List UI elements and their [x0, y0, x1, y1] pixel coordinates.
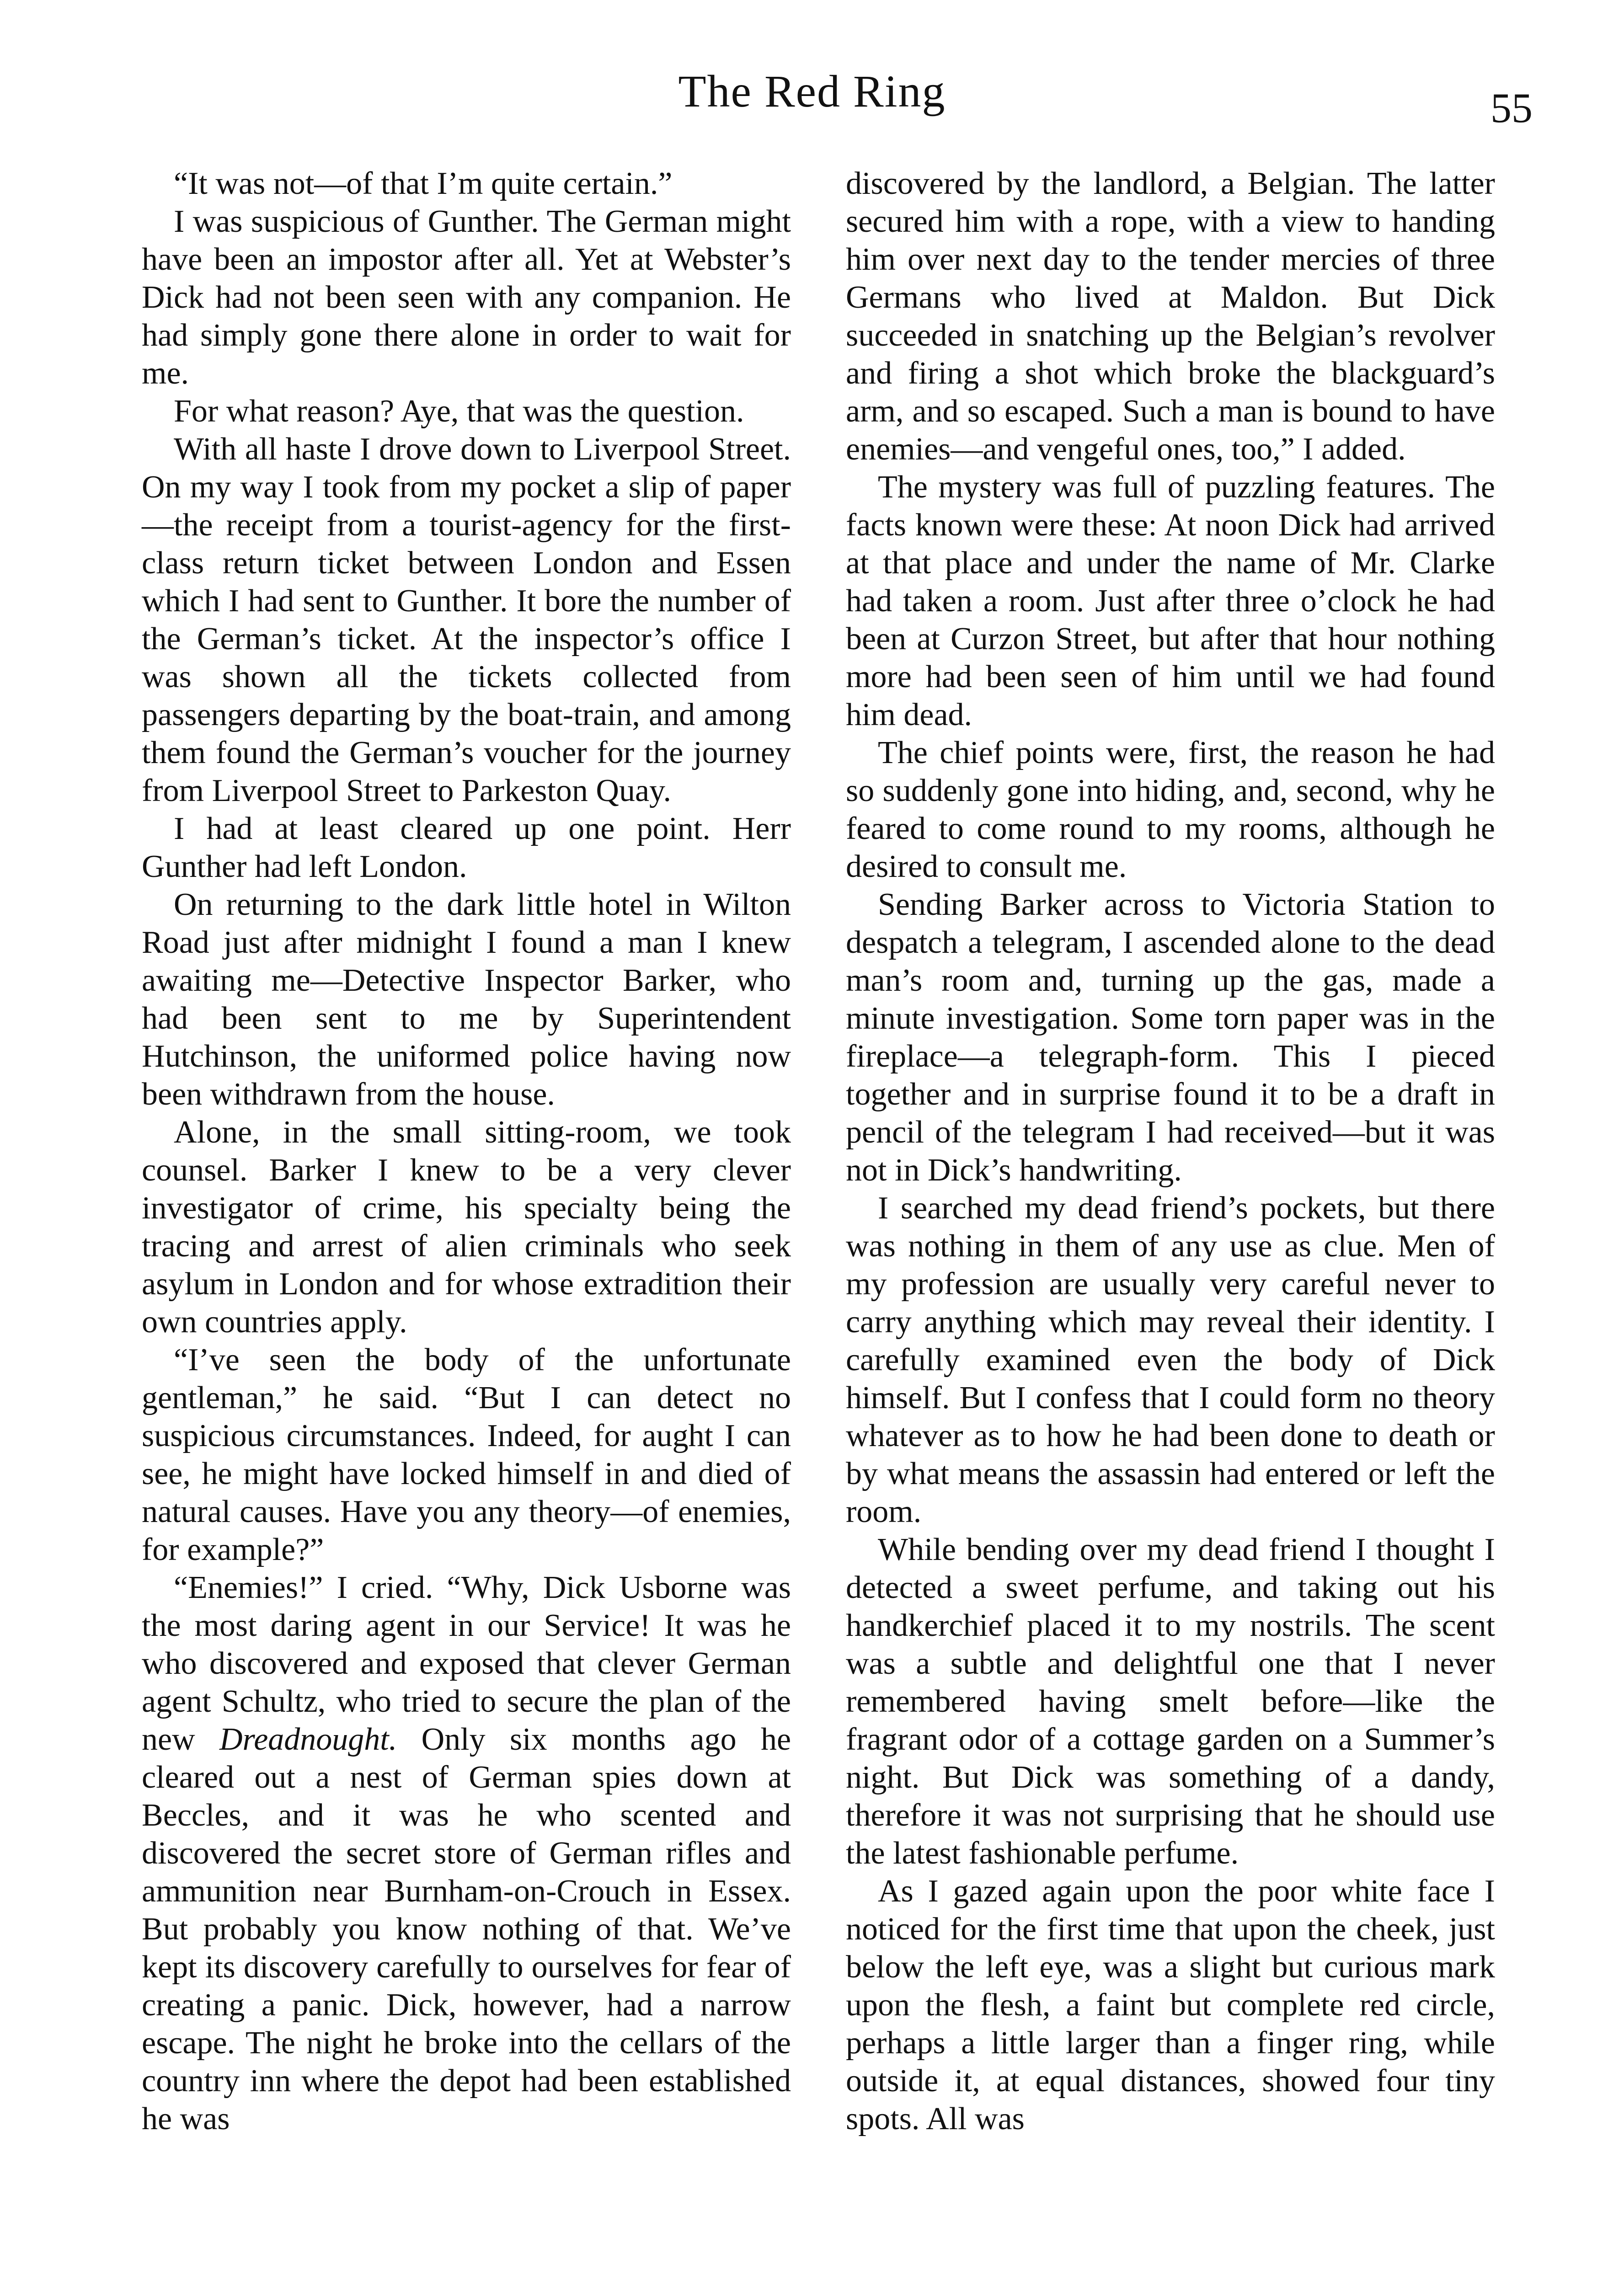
paragraph: “It was not—of that I’m quite certain.”: [174, 166, 673, 201]
paragraph: While bending over my dead friend I thought I detected a sweet perfume, and taking out his handkerchief placed it to my nostrils. The scent was a subtle and delightful one that I never remembered having smelt before—like the fragrant odor of a cottage garden on a Summer’s night. But Dick was something of a dandy, therefore it was not surprising that he should use the latest fashionable perfume.: [846, 1532, 1495, 1871]
text-run: “Enemies!” I cried. “Why, Dick Usborne was the most daring agent in our Service! It was he who discovered and exposed that clever German agent Schultz, who tried to secure the plan of the new: [142, 1570, 791, 1757]
paragraph: For what reason? Aye, that was the question.: [174, 394, 744, 429]
paragraph: With all haste I drove down to Liverpool Street. On my way I took from my pocket a slip of paper—the receipt from a tourist-agency for the first-class return ticket between London and Essen which I had sent to Gunther. It bore the number of the German’s ticket. At the inspector’s office I was shown all the tickets collected from passengers departing by the boat-train, and among them found the German’s voucher for the journey from Liverpool Street to Parkeston Quay.: [142, 432, 791, 808]
paragraph: Alone, in the small sitting-room, we took counsel. Barker I knew to be a very clever investigator of crime, his specialty being the tracing and arrest of alien criminals who seek asylum in London and for whose extradition their own countries apply.: [142, 1115, 791, 1340]
paragraph: “I’ve seen the body of the unfortunate gentleman,” he said. “But I can detect no suspicious circumstances. Indeed, for aught I can see, he might have locked himself in and died of natural causes. Have you any theory—of enemies, for example?”: [142, 1342, 791, 1567]
paragraph: I searched my dead friend’s pockets, but there was nothing in them of any use as clue. Men of my profession are usually very careful never to carry anything which may reveal their identity. I carefully examined even the body of Dick himself. But I confess that I could form no theory whatever as to how he had been done to death or by what means the assassin had entered or left the room.: [846, 1191, 1495, 1529]
paragraph: I was suspicious of Gunther. The German might have been an impostor after all. Yet at Webster’s Dick had not been seen with any companion. He had simply gone there alone in order to wait for me.: [142, 204, 791, 391]
right-column: [846, 165, 1495, 2138]
paragraph: Sending Barker across to Victoria Station to despatch a telegram, I ascended alone to the dead man’s room and, turning up the gas, made a minute investigation. Some torn paper was in the fireplace—a telegraph-form. This I pieced together and in surprise found it to be a draft in pencil of the telegram I had received—but it was not in Dick’s handwriting.: [846, 887, 1495, 1188]
paragraph: On returning to the dark little hotel in Wilton Road just after midnight I found a man I knew awaiting me—Detective Inspector Barker, who had been sent to me by Superintendent Hutchinson, the uniformed police having now been withdrawn from the house.: [142, 887, 791, 1112]
paragraph: The mystery was full of puzzling features. The facts known were these: At noon Dick had arrived at that place and under the name of Mr. Clarke had taken a room. Just after three o’clock he had been at Curzon Street, but after that hour nothing more had been seen of him until we had found him dead.: [846, 470, 1495, 732]
paragraph-continuation: discovered by the landlord, a Belgian. The latter secured him with a rope, with a view to handing him over next day to the tender mercies of three Germans who lived at Maldon. But Dick succeeded in snatching up the Belgian’s revolver and firing a shot which broke the blackguard’s arm, and so escaped. Such a man is bound to have enemies—and vengeful ones, too,” I added.: [846, 166, 1495, 467]
paragraph: As I gazed again upon the poor white face I noticed for the first time that upon the cheek, just below the left eye, was a slight but curious mark upon the flesh, a faint but complete red circle, perhaps a little larger than a finger ring, while outside it, at equal distances, showed four tiny spots. All was: [846, 1874, 1495, 2136]
running-title: The Red Ring: [678, 66, 946, 117]
enemies-paragraph: [142, 1569, 791, 2138]
paragraph: I had at least cleared up one point. Herr Gunther had left London.: [142, 811, 791, 884]
page-number: 55: [1490, 85, 1533, 131]
left-column: [142, 165, 791, 2138]
ship-name-italic: Dreadnought.: [219, 1722, 397, 1757]
text-run: Only six months ago he cleared out a nest of German spies down at Beccles, and it was he who scented and discovered the secret store of German rifles and ammunition near Burnham-on-Crouch in Essex. But probably you know nothing of that. We’ve kept its discovery carefully to ourselves for fear of creating a panic. Dick, however, had a narrow escape. The night he broke into the cellars of the country inn where the depot had been established he was: [142, 1722, 791, 2136]
paragraph: The chief points were, first, the reason he had so suddenly gone into hiding, and, second, why he feared to come round to my rooms, although he desired to consult me.: [846, 735, 1495, 884]
